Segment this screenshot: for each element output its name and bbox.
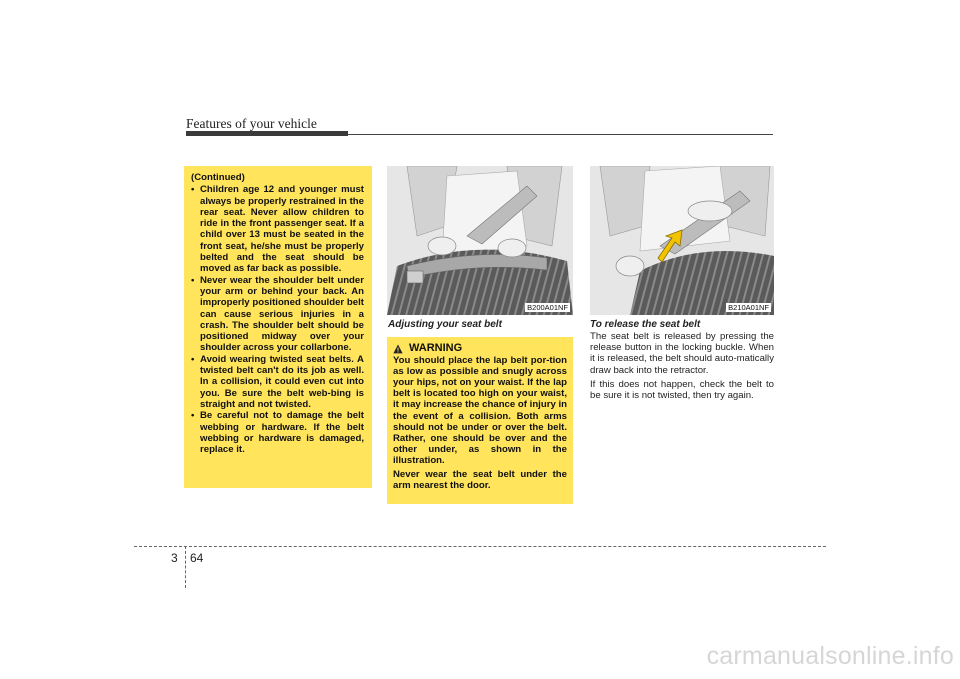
warning-paragraph: Never wear the seat belt under the arm nearest the door. (393, 469, 567, 492)
footer-rule (134, 546, 826, 547)
section-number: 3 (171, 551, 178, 565)
continued-label: (Continued) (191, 172, 245, 183)
figure-code: B210A01NF (728, 303, 769, 312)
figure-code: B200A01NF (527, 303, 568, 312)
warning-header (393, 343, 567, 354)
header-bar (186, 131, 348, 136)
header-rule (348, 134, 773, 135)
continued-bullet-list (191, 184, 364, 455)
release-instructions (590, 331, 774, 404)
page-number: 64 (190, 551, 204, 565)
footer-divider (185, 546, 186, 588)
continued-note-box (184, 166, 372, 488)
release-paragraph: The seat belt is released by pressing the release button in the locking buckle. When it is released, the belt should auto-matically draw back into the retractor. (590, 331, 774, 376)
list-item: • Never wear the shoulder belt under your arm or behind your back. An improperly positioned shoulder belt can cause serious injuries in a crash. The shoulder belt should be positioned midway over your shoulder across your collarbone. (191, 275, 364, 354)
page-header-title: Features of your vehicle (186, 116, 317, 131)
figure-caption: Adjusting your seat belt (388, 319, 502, 330)
warning-title: WARNING (409, 342, 463, 354)
figure-release-seat-belt (590, 166, 774, 315)
figure-caption: To release the seat belt (590, 319, 701, 330)
watermark: carmanualsonline.info (706, 642, 954, 670)
warning-paragraph: You should place the lap belt por-tion as low as possible and snugly across your hips, not on your waist. If the lap belt is located too high on your waist, it may increase the chance of injury in the event of a collision. Both arms should not be under or over the belt. Rather, one should be over and the other under, as shown in the illustration. (393, 355, 567, 466)
warning-box (387, 337, 573, 504)
seat-belt-adjust-illustration (387, 166, 573, 315)
list-item: • Avoid wearing twisted seat belts. A twisted belt can't do its job as well. In a collision, it could even cut into you. Be sure the belt web-bing is straight and not twisted. (191, 354, 364, 410)
warning-triangle-icon (393, 344, 403, 354)
list-item: • Be careful not to damage the belt webbing or hardware. If the belt webbing or hardware is damaged, replace it. (191, 410, 364, 455)
figure-adjusting-seat-belt (387, 166, 573, 315)
seat-belt-release-illustration (590, 166, 774, 315)
list-item: • Children age 12 and younger must always be properly restrained in the rear seat. Never allow children to ride in the front passenger seat. If a child over 13 must be seated in the front seat, he/she must be properly belted and the seat should be moved as far back as possible. (191, 184, 364, 274)
release-paragraph: If this does not happen, check the belt to be sure it is not twisted, then try again. (590, 378, 774, 402)
